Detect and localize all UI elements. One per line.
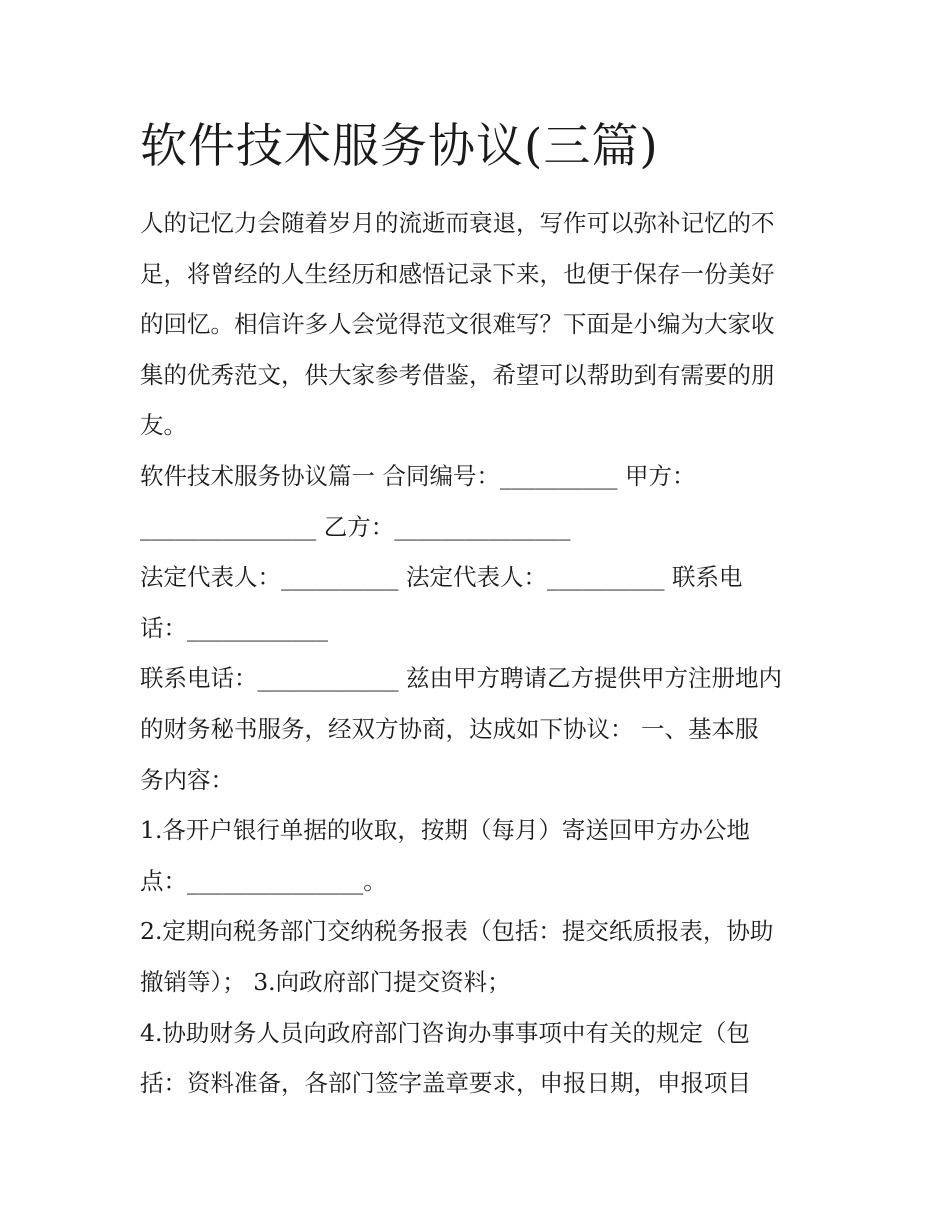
- text-line: 的财务秘书服务，经双方协商，达成如下协议： 一、基本服: [140, 714, 759, 743]
- text-line: _______________ 乙方：_______________: [140, 512, 571, 541]
- document-title: 软件技术服务协议(三篇): [140, 119, 659, 174]
- text-line: 话：____________: [140, 613, 328, 642]
- contract-header-paragraph: [140, 451, 810, 552]
- text-line: 撤销等）； 3.向政府部门提交资料；: [140, 967, 511, 996]
- text-line: 1.各开户银行单据的收取，按期（每月）寄送回甲方办公地: [140, 816, 750, 845]
- text-line: 法定代表人：__________ 法定代表人：__________ 联系电: [140, 563, 743, 592]
- clause-2-paragraph: [140, 906, 810, 1007]
- text-line: 务内容：: [140, 765, 234, 794]
- representative-paragraph: [140, 552, 810, 653]
- document-body: [140, 198, 810, 1109]
- clause-4-paragraph: [140, 1008, 810, 1109]
- intro-paragraph: [140, 198, 810, 451]
- clause-1-paragraph: [140, 805, 810, 906]
- text-line: 足，将曾经的人生经历和感悟记录下来，也便于保存一份美好: [140, 259, 775, 288]
- text-line: 软件技术服务协议篇一 合同编号：__________ 甲方：: [140, 461, 696, 490]
- text-line: 人的记忆力会随着岁月的流逝而衰退，写作可以弥补记忆的不: [140, 209, 775, 237]
- text-line: 2.定期向税务部门交纳税务报表（包括：提交纸质报表，协助: [140, 917, 774, 946]
- text-line: 括：资料准备，各部门签字盖章要求，申报日期，申报项目: [140, 1069, 751, 1098]
- text-line: 点：_______________。: [140, 866, 387, 895]
- text-line: 集的优秀范文，供大家参考借鉴，希望可以帮助到有需要的朋: [140, 360, 775, 389]
- text-line: 4.协助财务人员向政府部门咨询办事事项中有关的规定（包: [140, 1018, 750, 1047]
- contact-paragraph: [140, 653, 810, 805]
- text-line: 的回忆。相信许多人会觉得范文很难写？下面是小编为大家收: [140, 310, 775, 339]
- text-line: 友。: [140, 411, 187, 440]
- text-line: 联系电话：____________ 兹由甲方聘请乙方提供甲方注册地内: [140, 664, 782, 693]
